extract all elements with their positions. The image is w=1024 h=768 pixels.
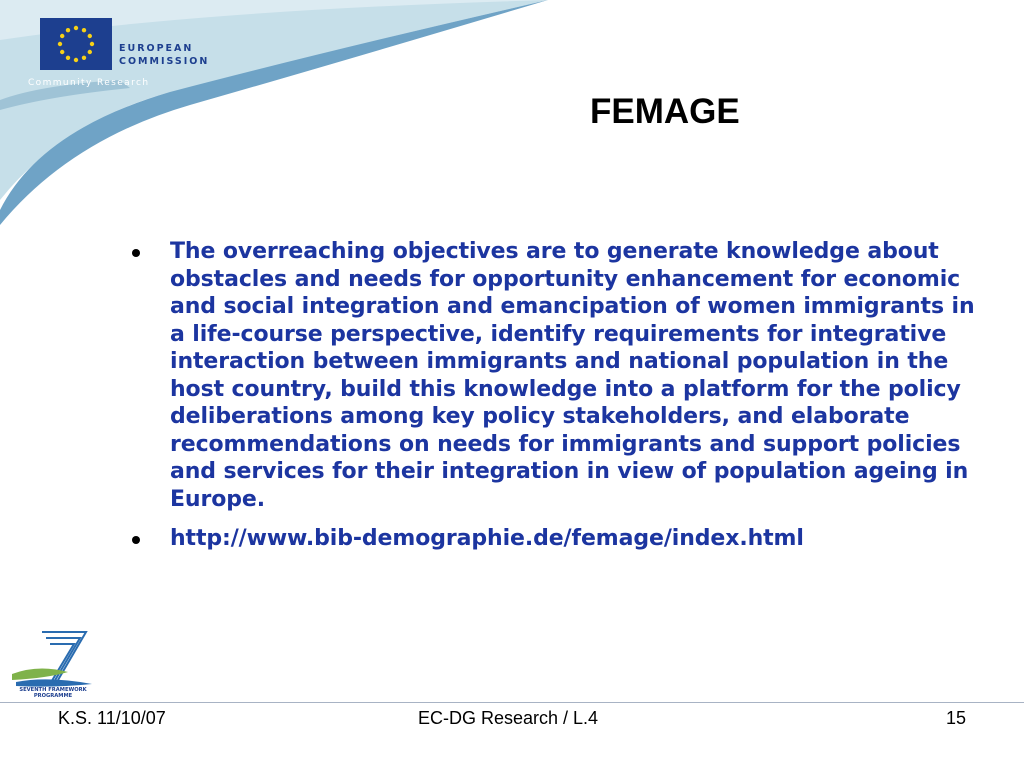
- european-commission-logo: [40, 18, 210, 74]
- fp7-logo-line1: SEVENTH FRAMEWORK: [19, 687, 87, 693]
- community-research-label: Community Research: [28, 78, 150, 88]
- bullet-text-objectives: The overreaching objectives are to generate knowledge about obstacles and needs for opportunity enhancement for economic and social integration and emancipation of women immigrants in a life-course perspective, identify requirements for integrative interaction between immigrants and national population in the host country, build this knowledge into a platform for the policy deliberations among key policy stakeholders, and elaborate recommendations on needs for immigrants and support policies and services for their integration in view of population ageing in Europe.: [170, 239, 975, 512]
- eu-logo-text: [119, 42, 209, 68]
- bullet-item-objectives: [120, 238, 980, 513]
- slide-title: FEMAGE: [590, 92, 740, 131]
- bullet-list: [120, 238, 980, 565]
- bullet-item-link[interactable]: [120, 525, 980, 553]
- fp7-logo-line2: PROGRAMME: [33, 693, 73, 698]
- eu-flag-icon: [40, 18, 112, 70]
- fp7-logo: [8, 628, 98, 698]
- eu-logo-line2: COMMISSION: [119, 56, 210, 67]
- bullet-dot-icon: [132, 536, 140, 544]
- footer-author-date: K.S. 11/10/07: [58, 708, 166, 728]
- footer-divider: [0, 702, 1024, 703]
- bullet-dot-icon: [132, 249, 140, 257]
- footer-page-number: 15: [946, 708, 967, 728]
- eu-logo-line1: EUROPEAN: [119, 43, 194, 54]
- seventh-framework-programme-logo: [8, 628, 98, 698]
- femage-url-link[interactable]: http://www.bib-demographie.de/femage/index.html: [170, 526, 804, 551]
- footer-department: EC-DG Research / L.4: [418, 708, 599, 728]
